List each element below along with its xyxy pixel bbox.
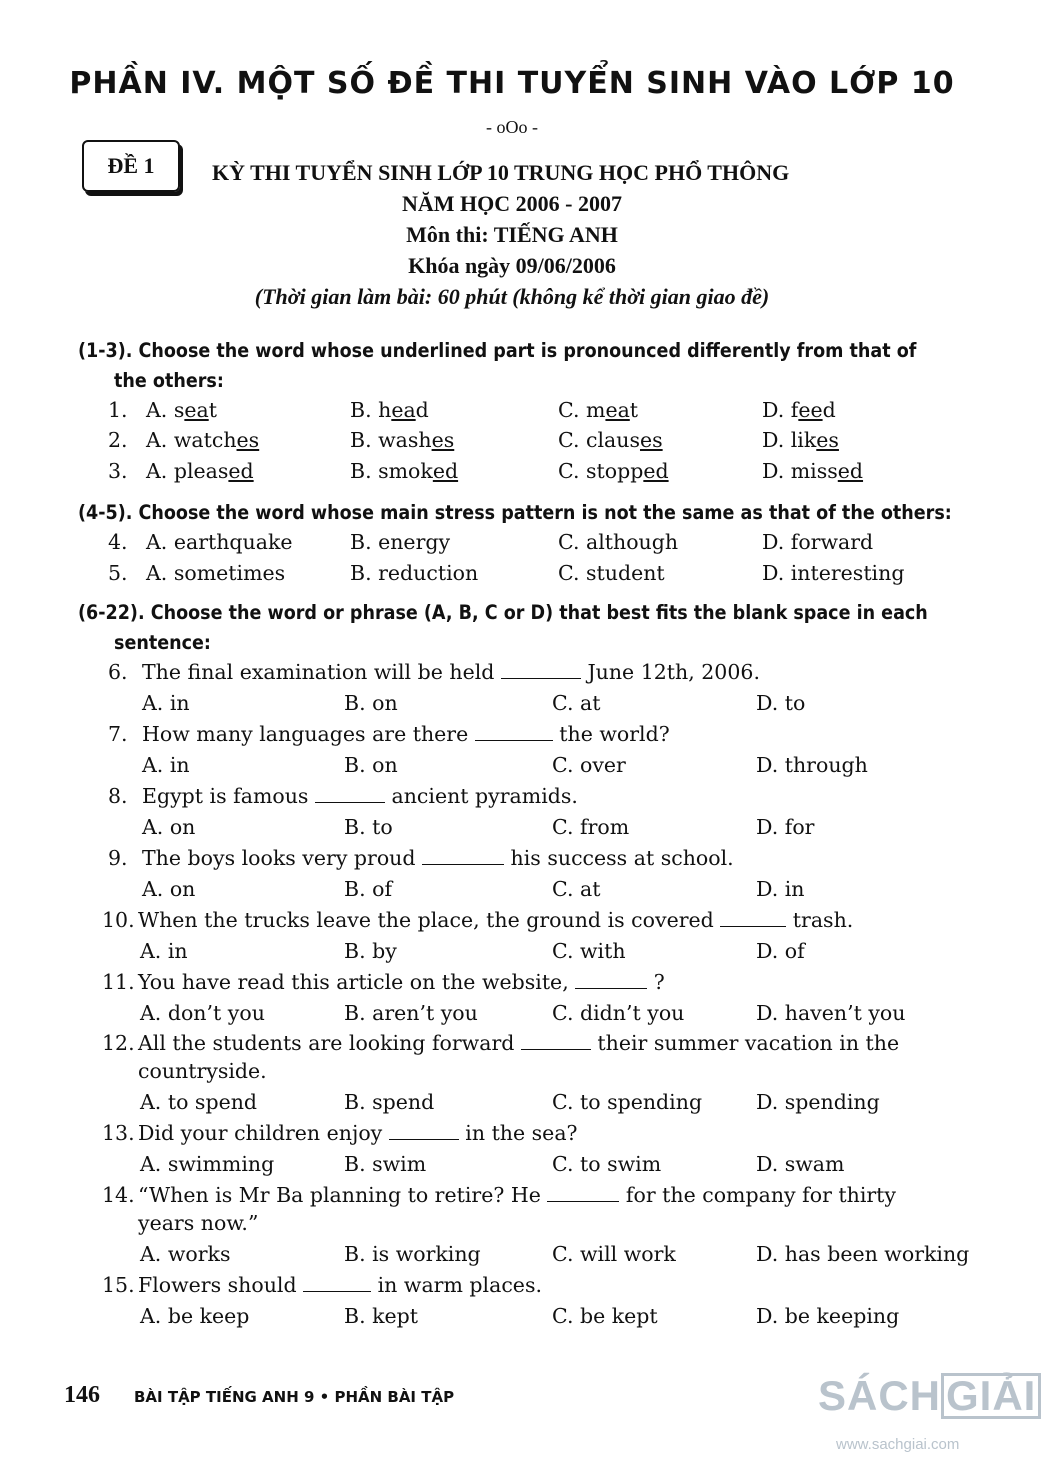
- stem-text: his success at school.: [504, 846, 734, 870]
- underlined-part: es: [236, 428, 260, 452]
- answer-option: A. pleased: [146, 459, 254, 483]
- answer-option: A. swimming: [140, 1152, 275, 1176]
- answer-option: D. swam: [756, 1152, 845, 1176]
- answer-option: C. to swim: [552, 1152, 662, 1176]
- underlined-part: es: [431, 428, 455, 452]
- answer-option: C. at: [552, 877, 601, 901]
- question-number: 1.: [108, 398, 128, 422]
- answer-blank: [575, 974, 647, 989]
- question-number: 12.: [102, 1031, 135, 1055]
- underlined-part: ea: [184, 398, 209, 422]
- question-number: 3.: [108, 459, 128, 483]
- stem-text: the world?: [552, 722, 670, 746]
- answer-option: A. be keep: [140, 1304, 250, 1328]
- footer-text: BÀI TẬP TIẾNG ANH 9 • PHẦN BÀI TẬP: [134, 1388, 455, 1406]
- answer-option: A. in: [140, 939, 188, 963]
- answer-blank: [720, 912, 786, 927]
- underlined-part: es: [816, 428, 839, 452]
- question-stem: [142, 846, 734, 870]
- answer-option: D. be keeping: [756, 1304, 900, 1328]
- question-number: 7.: [108, 722, 128, 746]
- question-number: 6.: [108, 660, 128, 684]
- answer-option: B. kept: [344, 1304, 419, 1328]
- question-stem: [142, 784, 578, 808]
- answer-option: B. on: [344, 753, 398, 777]
- section-instruction-line: (1-3). Choose the word whose underlined part is pronounced differently from that of: [78, 339, 917, 362]
- section-instruction-line: (4-5). Choose the word whose main stress pattern is not the same as that of the others:: [78, 501, 952, 524]
- answer-option: B. washes: [350, 428, 455, 452]
- answer-option: B. energy: [350, 530, 451, 554]
- answer-option: B. spend: [344, 1090, 435, 1114]
- answer-option: D. through: [756, 753, 868, 777]
- answer-option: D. to: [756, 691, 806, 715]
- watermark-prefix: SÁCH: [818, 1372, 942, 1419]
- answer-blank: [303, 1277, 371, 1292]
- answer-option: B. aren’t you: [344, 1001, 478, 1025]
- answer-option: A. to spend: [140, 1090, 258, 1114]
- stem-text: “When is Mr Ba planning to retire? He: [138, 1183, 548, 1207]
- question-number: 15.: [102, 1273, 135, 1297]
- answer-option: D. has been working: [756, 1242, 970, 1266]
- answer-blank: [475, 726, 553, 741]
- section-instruction-line: the others:: [114, 369, 224, 392]
- question-number: 9.: [108, 846, 128, 870]
- answer-option: B. swim: [344, 1152, 427, 1176]
- answer-blank: [389, 1125, 459, 1140]
- section-instruction-line: (6-22). Choose the word or phrase (A, B, C or D) that best fits the blank space in each: [78, 601, 928, 624]
- answer-option: C. over: [552, 753, 626, 777]
- answer-option: C. from: [552, 815, 630, 839]
- question-stem: [138, 1031, 899, 1055]
- underlined-part: ed: [228, 459, 254, 483]
- answer-option: D. spending: [756, 1090, 880, 1114]
- answer-option: C. be kept: [552, 1304, 658, 1328]
- answer-option: B. head: [350, 398, 429, 422]
- answer-option: D. missed: [762, 459, 864, 483]
- stem-text: ?: [647, 970, 665, 994]
- answer-option: C. student: [558, 561, 665, 585]
- stem-text: The final examination will be held: [142, 660, 501, 684]
- answer-blank: [521, 1035, 591, 1050]
- section-instruction: [78, 498, 978, 528]
- answer-option: C. will work: [552, 1242, 676, 1266]
- stem-text: ancient pyramids.: [384, 784, 578, 808]
- answer-option: C. meat: [558, 398, 639, 422]
- answer-option: D. forward: [762, 530, 874, 554]
- underlined-part: ed: [643, 459, 669, 483]
- exam-badge: ĐỀ 1: [82, 140, 180, 192]
- answer-option: D. in: [756, 877, 805, 901]
- page-number: 146: [64, 1382, 100, 1408]
- answer-option: C. didn’t you: [552, 1001, 685, 1025]
- answer-option: D. likes: [762, 428, 839, 452]
- section-instruction-line: sentence:: [114, 631, 211, 654]
- question-number: 14.: [102, 1183, 135, 1207]
- question-number: 2.: [108, 428, 128, 452]
- watermark-logo: [818, 1372, 1041, 1420]
- underlined-part: ed: [837, 459, 864, 483]
- answer-option: D. feed: [762, 398, 836, 422]
- question-stem: [138, 1273, 542, 1297]
- answer-option: B. by: [344, 939, 397, 963]
- separator: - oOo -: [486, 117, 538, 137]
- answer-blank: [547, 1187, 619, 1202]
- question-number: 5.: [108, 561, 128, 585]
- stem-text: in warm places.: [371, 1273, 542, 1297]
- stem-text: When the trucks leave the place, the ground is covered: [138, 908, 721, 932]
- answer-option: D. of: [756, 939, 805, 963]
- underlined-part: ea: [391, 398, 416, 422]
- answer-option: A. sometimes: [146, 561, 286, 585]
- answer-option: D. haven’t you: [756, 1001, 906, 1025]
- underlined-part: ed: [432, 459, 459, 483]
- exam-header-line: Môn thi: TIẾNG ANH: [406, 222, 618, 247]
- underlined-part: ee: [798, 398, 823, 422]
- answer-option: C. with: [552, 939, 626, 963]
- watermark-boxed: GIẢI: [941, 1373, 1041, 1419]
- stem-text: Did your children enjoy: [138, 1121, 389, 1145]
- question-number: 8.: [108, 784, 128, 808]
- answer-option: A. works: [140, 1242, 231, 1266]
- answer-blank: [315, 788, 385, 803]
- question-number: 11.: [102, 970, 135, 994]
- underlined-part: es: [639, 428, 663, 452]
- question-stem: [142, 722, 670, 746]
- answer-option: D. interesting: [762, 561, 905, 585]
- section-instruction: [78, 598, 978, 658]
- stem-text: their summer vacation in the: [590, 1031, 900, 1055]
- answer-option: A. watches: [146, 428, 260, 452]
- answer-option: C. clauses: [558, 428, 663, 452]
- exam-header-line: NĂM HỌC 2006 - 2007: [402, 191, 622, 216]
- question-number: 13.: [102, 1121, 135, 1145]
- answer-option: B. is working: [344, 1242, 481, 1266]
- question-stem: [142, 660, 760, 684]
- answer-option: A. don’t you: [140, 1001, 265, 1025]
- answer-option: A. earthquake: [146, 530, 293, 554]
- stem-text: June 12th, 2006.: [580, 660, 760, 684]
- stem-text: The boys looks very proud: [142, 846, 423, 870]
- answer-option: B. on: [344, 691, 398, 715]
- exam-header-line: KỲ THI TUYỂN SINH LỚP 10 TRUNG HỌC PHỔ THÔNG: [212, 160, 790, 185]
- section-instruction: [78, 336, 978, 396]
- question-number: 4.: [108, 530, 128, 554]
- answer-option: C. at: [552, 691, 601, 715]
- exam-header-line: (Thời gian làm bài: 60 phút (không kể thời gian giao đề): [254, 284, 770, 309]
- exam-header-line: Khóa ngày 09/06/2006: [408, 253, 616, 278]
- question-stem: [138, 908, 853, 932]
- answer-option: B. of: [344, 877, 393, 901]
- answer-option: D. for: [756, 815, 815, 839]
- answer-option: A. on: [142, 815, 196, 839]
- stem-continuation: countryside.: [138, 1059, 267, 1083]
- underlined-part: ea: [605, 398, 630, 422]
- answer-blank: [422, 850, 504, 865]
- question-stem: [138, 1183, 896, 1207]
- answer-option: B. reduction: [350, 561, 479, 585]
- answer-option: A. seat: [146, 398, 217, 422]
- answer-option: B. smoked: [350, 459, 459, 483]
- watermark-url: www.sachgiai.com: [836, 1436, 960, 1453]
- stem-text: for the company for thirty: [619, 1183, 896, 1207]
- page-title: PHẦN IV. MỘT SỐ ĐỀ THI TUYỂN SINH VÀO LỚP 10: [69, 66, 955, 101]
- stem-text: All the students are looking forward: [138, 1031, 521, 1055]
- question-number: 10.: [102, 908, 135, 932]
- stem-text: trash.: [786, 908, 854, 932]
- stem-text: You have read this article on the website,: [138, 970, 576, 994]
- answer-option: C. to spending: [552, 1090, 703, 1114]
- stem-text: How many languages are there: [142, 722, 475, 746]
- question-stem: [138, 1121, 578, 1145]
- stem-text: Flowers should: [138, 1273, 304, 1297]
- answer-option: A. on: [142, 877, 196, 901]
- stem-continuation: years now.”: [138, 1211, 259, 1235]
- answer-blank: [501, 664, 581, 679]
- answer-option: C. stopped: [558, 459, 669, 483]
- answer-option: A. in: [142, 691, 190, 715]
- question-stem: [138, 970, 665, 994]
- answer-option: C. although: [558, 530, 679, 554]
- answer-option: A. in: [142, 753, 190, 777]
- stem-text: Egypt is famous: [142, 784, 315, 808]
- answer-option: B. to: [344, 815, 393, 839]
- stem-text: in the sea?: [458, 1121, 578, 1145]
